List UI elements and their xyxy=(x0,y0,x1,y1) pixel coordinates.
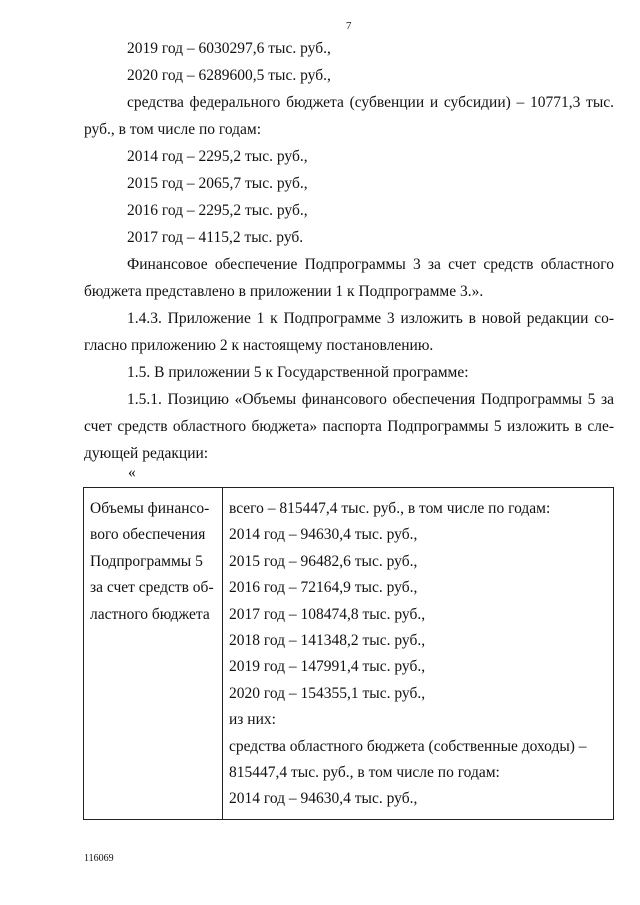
text-line: 2020 год – 6289600,5 тыс. руб., xyxy=(127,67,331,84)
label-line: за счет средств об- xyxy=(90,579,214,597)
value-line: 2018 год – 141348,2 тыс. руб., xyxy=(229,632,426,650)
text-line: 2017 год – 4115,2 тыс. руб. xyxy=(127,229,304,246)
document-code: 116069 xyxy=(84,853,114,864)
value-line: всего – 815447,4 тыс. руб., в том числе по годам: xyxy=(229,500,551,517)
text-line: 1.5.1. Позицию «Объемы финансового обеспечения Подпрограммы 5 за xyxy=(127,391,614,408)
label-line: Объемы финансо- xyxy=(90,500,210,517)
funding-table xyxy=(83,487,614,820)
text-line: 2014 год – 2295,2 тыс. руб., xyxy=(127,148,308,165)
text-line: 2016 год – 2295,2 тыс. руб., xyxy=(127,202,308,219)
table-value-cell xyxy=(229,496,611,813)
text-line: 1.5. В приложении 5 к Государственной программе: xyxy=(127,364,469,381)
value-line: 2017 год – 108474,8 тыс. руб., xyxy=(229,605,426,623)
value-line: средства областного бюджета (собственные доходы) – xyxy=(229,737,587,755)
table-column-divider xyxy=(222,488,223,819)
text-line: руб., в том числе по годам: xyxy=(84,121,262,138)
text-line: 1.4.3. Приложение 1 к Подпрограмме 3 изложить в новой редакции со- xyxy=(127,310,614,327)
table-label-cell xyxy=(90,496,216,628)
value-line: 2015 год – 96482,6 тыс. руб., xyxy=(229,552,418,570)
page-number: 7 xyxy=(346,20,352,32)
text-line: бюджета представлено в приложении 1 к Подпрограмме 3.». xyxy=(84,283,484,300)
value-line: 2014 год – 94630,4 тыс. руб., xyxy=(229,526,418,544)
text-line: счет средств областного бюджета» паспорта Подпрограммы 5 изложить в сле- xyxy=(84,418,614,435)
text-line: гласно приложению 2 к настоящему постановлению. xyxy=(84,337,434,354)
value-line: из них: xyxy=(229,711,276,729)
label-line: вого обеспечения xyxy=(90,526,206,544)
value-line: 2020 год – 154355,1 тыс. руб., xyxy=(229,684,426,702)
value-line: 2019 год – 147991,4 тыс. руб., xyxy=(229,658,426,676)
value-line: 2016 год – 72164,9 тыс. руб., xyxy=(229,579,418,597)
value-line: 815447,4 тыс. руб., в том числе по годам: xyxy=(229,764,500,782)
label-line: Подпрограммы 5 xyxy=(90,552,203,570)
text-line: 2019 год – 6030297,6 тыс. руб., xyxy=(127,40,331,57)
value-line: 2014 год – 94630,4 тыс. руб., xyxy=(229,790,418,808)
text-line: Финансовое обеспечение Подпрограммы 3 за счет средств областного xyxy=(127,256,614,273)
text-line: 2015 год – 2065,7 тыс. руб., xyxy=(127,175,308,192)
text-line: дующей редакции: xyxy=(84,445,209,462)
text-line: средства федерального бюджета (субвенции и субсидии) – 10771,3 тыс. xyxy=(127,94,614,111)
opening-quote: « xyxy=(128,464,136,481)
label-line: ластного бюджета xyxy=(90,605,210,623)
